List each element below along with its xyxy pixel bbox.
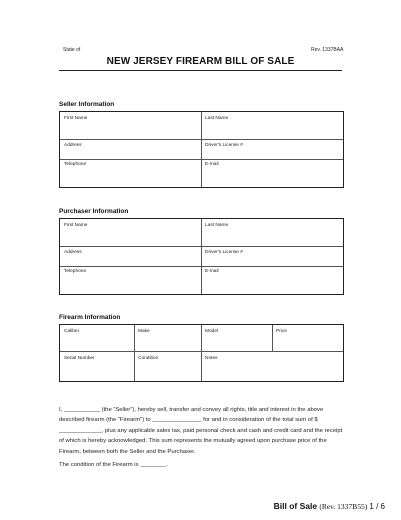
divider — [60, 266, 343, 267]
firearm-model-field[interactable]: Model — [205, 329, 219, 334]
purchaser-table — [59, 218, 344, 295]
title-underline — [59, 70, 342, 71]
firearm-caliber-field[interactable]: Caliber — [64, 329, 80, 334]
divider — [201, 112, 202, 187]
divider — [134, 325, 135, 381]
seller-telephone-field[interactable]: Telephone — [64, 162, 87, 167]
revision-label: Rev. 1337BAA — [311, 47, 344, 53]
state-label: State of — [63, 47, 81, 53]
firearm-price-field[interactable]: Price — [276, 329, 287, 334]
document-title: NEW JERSEY FIREARM BILL OF SALE — [106, 56, 295, 67]
page-number: 1 / 6 — [369, 502, 385, 511]
firearm-serial-field[interactable]: Serial Number — [64, 356, 95, 361]
divider — [60, 159, 343, 160]
divider — [60, 139, 343, 140]
seller-table — [59, 111, 344, 188]
firearm-notes-field[interactable]: Notes — [205, 356, 218, 361]
purchaser-telephone-field[interactable]: Telephone — [64, 269, 87, 274]
divider — [272, 325, 273, 351]
divider — [60, 351, 343, 352]
seller-section-title: Seller Information — [59, 101, 115, 108]
purchaser-first-name-field[interactable]: First Name — [64, 223, 88, 228]
seller-license-field[interactable]: Driver's License # — [205, 143, 243, 148]
seller-address-field[interactable]: Address — [64, 143, 82, 148]
seller-first-name-field[interactable]: First Name — [64, 116, 88, 121]
firearm-condition-field[interactable]: Condition — [138, 356, 159, 361]
purchaser-address-field[interactable]: Address — [64, 250, 82, 255]
purchaser-section-title: Purchaser Information — [59, 208, 129, 215]
page-footer — [274, 501, 385, 511]
firearm-table — [59, 324, 344, 382]
footer-revision: (Rev. 1337B55) — [319, 502, 368, 511]
sale-terms-paragraph: I, ___________ (the “Seller”), hereby sell, transfer and convey all rights, title and interest in the above described firearm (the “Firearm”) to _______________ for and in consideration of the total sum of $ _____________, plus any applicable sales tax, paid personal check and cash and credit card and the receipt of which is hereby acknowledged. This sum represents the mutually agreed upon purchase price of the Firearm, between both the Seller and the Purchaser. — [59, 407, 343, 455]
divider — [60, 246, 343, 247]
firearm-section-title: Firearm Information — [59, 314, 121, 321]
seller-last-name-field[interactable]: Last Name — [205, 116, 229, 121]
divider — [201, 219, 202, 294]
seller-email-field[interactable]: E-mail — [205, 162, 219, 167]
purchaser-license-field[interactable]: Driver's License # — [205, 250, 243, 255]
firearm-make-field[interactable]: Make — [138, 329, 150, 334]
purchaser-email-field[interactable]: E-mail — [205, 269, 219, 274]
divider — [201, 325, 202, 381]
purchaser-last-name-field[interactable]: Last Name — [205, 223, 229, 228]
footer-label: Bill of Sale — [273, 501, 318, 511]
condition-statement: The condition of the Firearm is ________. — [59, 462, 169, 468]
